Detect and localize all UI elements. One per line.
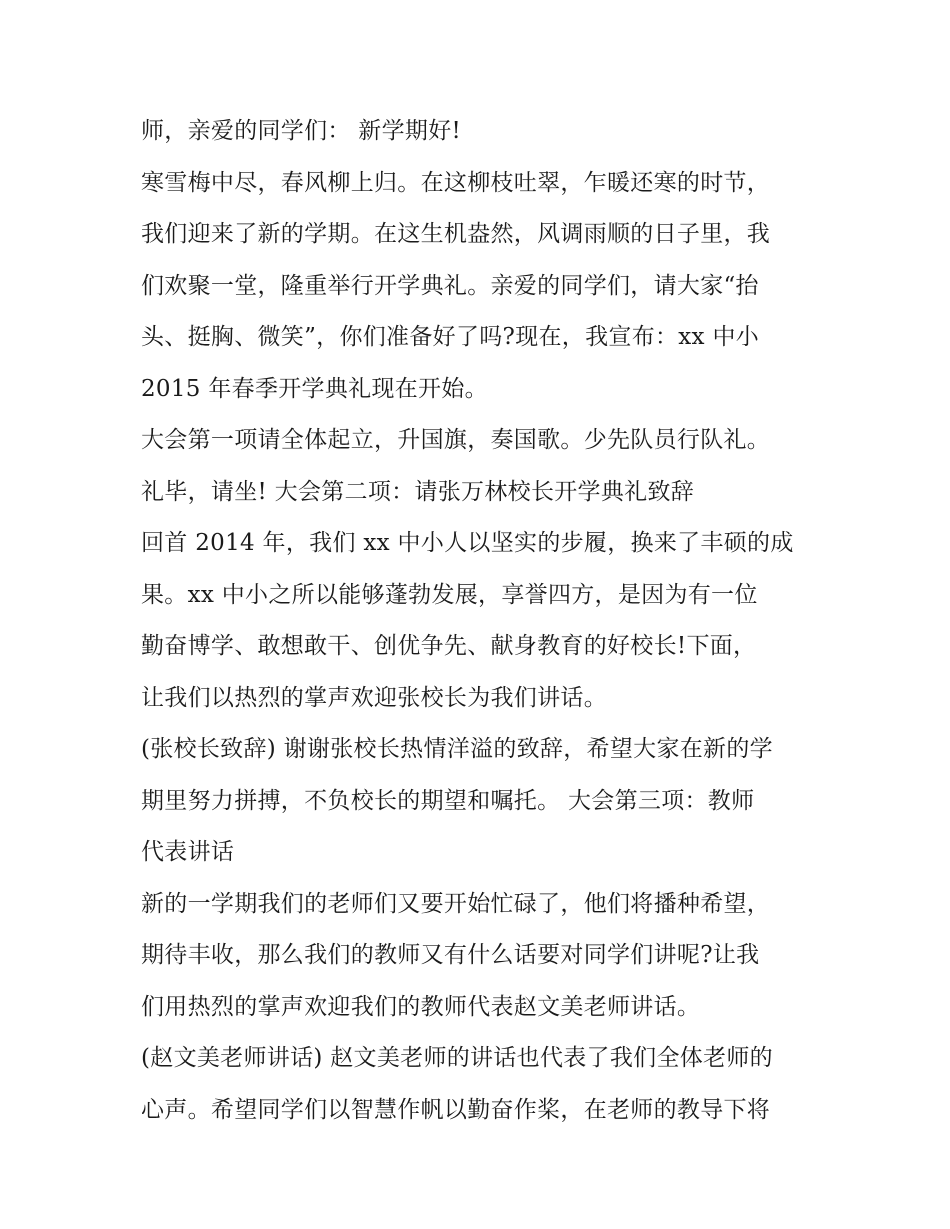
text-line: 大会第一项请全体起立，升国旗，奏国歌。少先队员行队礼。 <box>141 427 771 453</box>
text-line: 果。xx 中小之所以能够蓬勃发展，享誉四方，是因为有一位 <box>141 581 758 608</box>
text-line: 让我们以热烈的掌声欢迎张校长为我们讲话。 <box>141 684 607 711</box>
text-line: 师，亲爱的同学们： 新学期好! <box>141 118 462 144</box>
document-body <box>141 106 831 1136</box>
text-line: 头、挺胸、微笑”，你们准备好了吗?现在，我宣布：xx 中小 <box>141 324 760 350</box>
text-line: 心声。希望同学们以智慧作帆以勤奋作桨，在老师的教导下将 <box>141 1096 771 1123</box>
text-line: 们欢聚一堂，隆重举行开学典礼。亲爱的同学们，请大家“抬 <box>141 272 759 299</box>
text-line: 期待丰收，那么我们的教师又有什么话要对同学们讲呢?让我 <box>141 942 760 968</box>
text-line: 们用热烈的掌声欢迎我们的教师代表赵文美老师讲话。 <box>141 993 701 1020</box>
text-line: 新的一学期我们的老师们又要开始忙碌了，他们将播种希望， <box>141 890 771 917</box>
text-line: 回首 2014 年，我们 xx 中小人以坚实的步履，换来了丰硕的成 <box>141 530 794 556</box>
text-line: 我们迎来了新的学期。在这生机盎然，风调雨顺的日子里，我 <box>141 221 771 247</box>
text-line: 礼毕，请坐! 大会第二项：请张万林校长开学典礼致辞 <box>141 478 695 505</box>
text-line: 期里努力拼搏，不负校长的期望和嘱托。 大会第三项：教师 <box>141 787 755 814</box>
text-line: (赵文美老师讲话) 赵文美老师的讲话也代表了我们全体老师的 <box>141 1045 773 1071</box>
text-line: 寒雪梅中尽，春风柳上归。在这柳枝吐翠，乍暖还寒的时节， <box>141 169 771 196</box>
text-line: 勤奋博学、敢想敢干、创优争先、献身教育的好校长!下面， <box>141 633 757 659</box>
text-line: 代表讲话 <box>141 839 235 865</box>
text-line: (张校长致辞) 谢谢张校长热情洋溢的致辞，希望大家在新的学 <box>141 736 773 762</box>
text-line: 2015 年春季开学典礼现在开始。 <box>141 375 488 402</box>
